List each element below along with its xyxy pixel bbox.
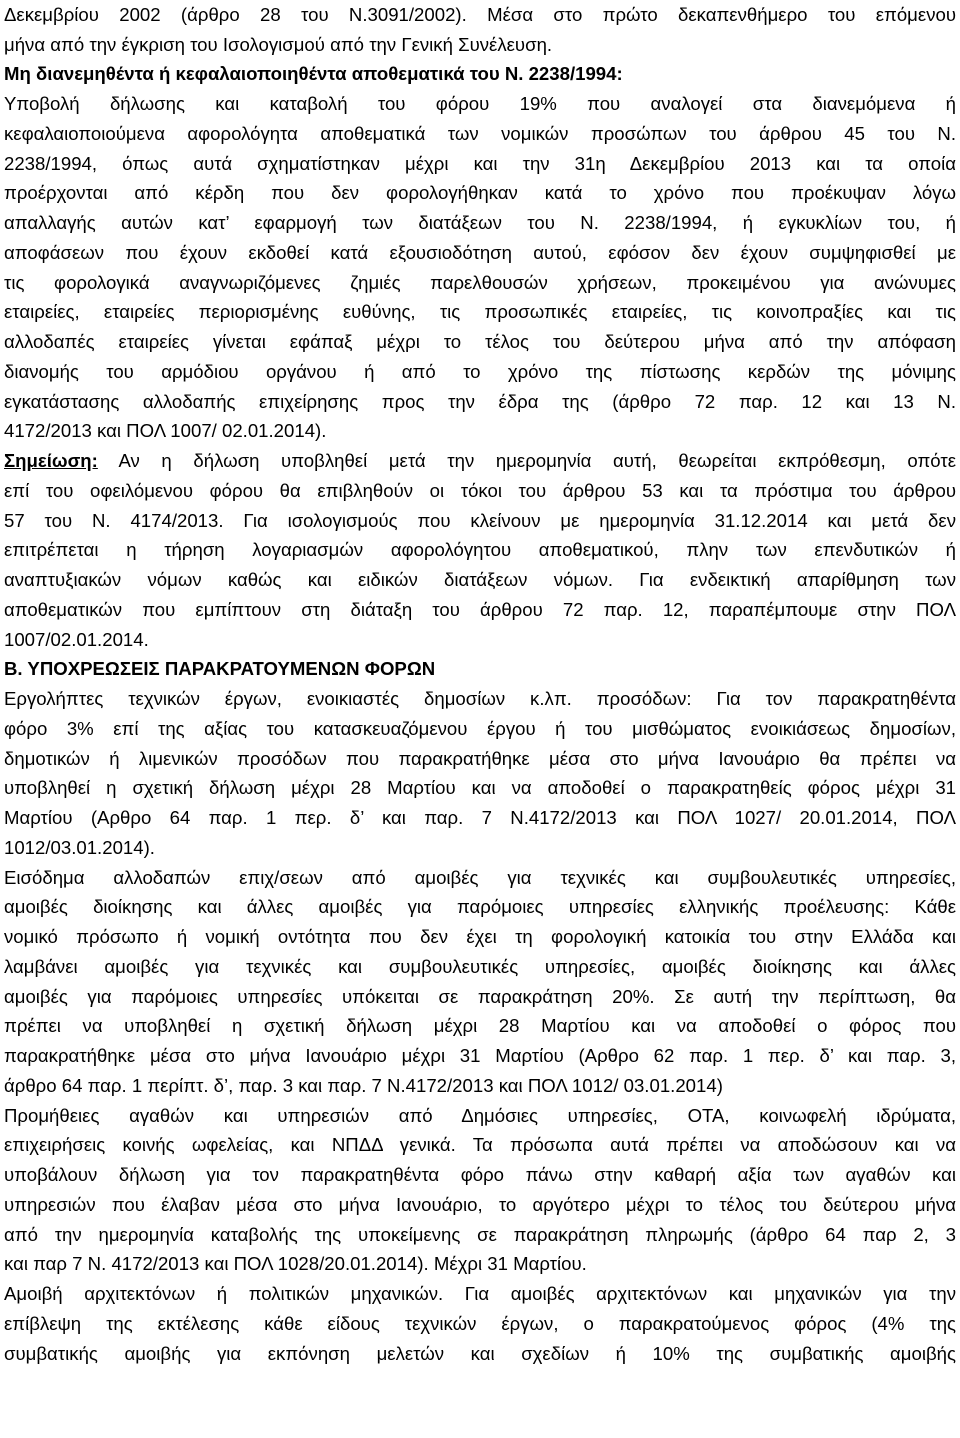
note-label: Σημείωση: — [4, 450, 98, 471]
text-line: συμβατικής αμοιβής για εκπόνηση μελετών και σχεδίων ή 10% της συμβατικής αμοιβής — [4, 1343, 956, 1364]
text-line: αλλοδαπές εταιρείες γίνεται εφάπαξ μέχρι το τέλος του δεύτερου μήνα από την απόφαση — [4, 331, 956, 352]
text-line: τις φορολογικά αναγνωριζόμενες ζημιές παρελθουσών χρήσεων, προκειμένου για ανώνυμες — [4, 272, 956, 293]
text-line: αποφάσεων που έχουν εκδοθεί κατά εξουσιοδότηση αυτού, εφόσον δεν έχουν συμψηφισθεί με — [4, 242, 956, 263]
text-line: Δεκεμβρίου 2002 (άρθρο 28 του Ν.3091/2002). Μέσα στο πρώτο δεκαπενθήμερο του επόμενου — [4, 4, 956, 25]
text-line: από την ημερομηνία καταβολής της υποκείμενης σε παρακράτηση πληρωμής (άρθρο 64 παρ 2, 3 — [4, 1224, 956, 1245]
text-line: υπηρεσιών που έλαβαν μέσα στο μήνα Ιανουάριο, το αργότερο μέχρι το τέλος του δεύτερου μήνα — [4, 1194, 956, 1215]
note-text: Αν η δήλωση υποβληθεί μετά την ημερομηνία αυτή, θεωρείται εκπρόθεσμη, οπότε — [118, 450, 956, 471]
text-line: 4172/2013 και ΠΟΛ 1007/ 02.01.2014). — [4, 420, 327, 441]
text-line: Εισόδημα αλλοδαπών επιχ/σεων από αμοιβές για τεχνικές και συμβουλευτικές υπηρεσίες, — [4, 867, 956, 888]
note-line — [4, 446, 956, 476]
text-line: δημοτικών ή λιμενικών προσόδων που παρακρατήθηκε μέσα στο μήνα Ιανουάριο θα πρέπει να — [4, 748, 956, 769]
text-line: λαμβάνει αμοιβές για τεχνικές και συμβουλευτικές υπηρεσίες, αμοιβές διοίκησης και άλλες — [4, 956, 956, 977]
text-line: φόρο 3% επί της αξίας του κατασκευαζόμενου έργου ή του μισθώματος ενοικιάσεως δημοσίων, — [4, 718, 956, 739]
text-line: Προμήθειες αγαθών και υπηρεσιών από Δημόσιες υπηρεσίες, ΟΤΑ, κοινωφελή ιδρύματα, — [4, 1105, 956, 1126]
text-line: αποθεματικών που εμπίπτουν στη διάταξη του άρθρου 72 παρ. 12, παραπέμπουμε στην ΠΟΛ — [4, 599, 956, 620]
text-line: Μαρτίου (Αρθρο 64 παρ. 1 περ. δ’ και παρ. 7 Ν.4172/2013 και ΠΟΛ 1027/ 20.01.2014, ΠΟΛ — [4, 807, 956, 828]
text-line: παρακρατήθηκε μέσα στο μήνα Ιανουάριο μέχρι 31 Μαρτίου (Αρθρο 62 παρ. 1 περ. δ’ και παρ. 3, — [4, 1045, 956, 1066]
text-line: αμοιβές για παρόμοιες υπηρεσίες υπόκειται σε παρακράτηση 20%. Σε αυτή την περίπτωση, θα — [4, 986, 956, 1007]
text-line: 57 του Ν. 4174/2013. Για ισολογισμούς που κλείνουν με ημερομηνία 31.12.2014 και μετά δεν — [4, 510, 956, 531]
text-line: νομικό πρόσωπο ή νομική οντότητα που δεν έχει τη φορολογική κατοικία του στην Ελλάδα και — [4, 926, 956, 947]
text-line: εταιρείες, εταιρείες περιορισμένης ευθύνης, τις προσωπικές εταιρείες, τις κοινοπραξίες και τις — [4, 301, 956, 322]
text-line: επιχειρήσεις κοινής ωφελείας, και ΝΠΔΔ γενικά. Τα πρόσωπα αυτά πρέπει να αποδώσουν και να — [4, 1134, 956, 1155]
text-line: επιτρέπεται η τήρηση λογαριασμών αφορολόγητου αποθεματικού, πλην των επενδυτικών ή — [4, 539, 956, 560]
text-line: εγκατάστασης αλλοδαπής επιχείρησης προς την έδρα της (άρθρο 72 παρ. 12 και 13 Ν. — [4, 391, 956, 412]
section-heading: Μη διανεμηθέντα ή κεφαλαιοποιηθέντα αποθεματικά του Ν. 2238/1994: — [4, 63, 623, 84]
text-line: κεφαλαιοποιούμενα αφορολόγητα αποθεματικά των νομικών προσώπων του άρθρου 45 του Ν. — [4, 123, 956, 144]
text-line: 2238/1994, όπως αυτά σχηματίστηκαν μέχρι και την 31η Δεκεμβρίου 2013 και τα οποία — [4, 153, 956, 174]
text-line: επί του οφειλόμενου φόρου θα επιβληθούν οι τόκοι του άρθρου 53 και τα πρόστιμα του άρθρου — [4, 480, 956, 501]
text-line: πρέπει να υποβληθεί η σχετική δήλωση μέχρι 28 Μαρτίου και να αποδοθεί ο φόρος που — [4, 1015, 956, 1036]
section-heading: Β. ΥΠΟΧΡΕΩΣΕΙΣ ΠΑΡΑΚΡΑΤΟΥΜΕΝΩΝ ΦΟΡΩΝ — [4, 658, 436, 679]
text-line: επίβλεψη της εκτέλεσης κάθε είδους τεχνικών έργων, ο παρακρατούμενος φόρος (4% της — [4, 1313, 956, 1334]
text-line: αναπτυξιακών νόμων καθώς και ειδικών διατάξεων νόμων. Για ενδεικτική απαρίθμηση των — [4, 569, 956, 590]
text-line: άρθρο 64 παρ. 1 περίπτ. δ’, παρ. 3 και παρ. 7 Ν.4172/2013 και ΠΟΛ 1012/ 03.01.2014) — [4, 1075, 723, 1096]
text-line: αμοιβές διοίκησης και άλλες αμοιβές για παρόμοιες υπηρεσίες ελληνικής προέλευσης: Κάθε — [4, 896, 956, 917]
text-line: Υποβολή δήλωσης και καταβολή του φόρου 19% που αναλογεί στα διανεμόμενα ή — [4, 93, 956, 114]
text-line: απαλλαγής αυτών κατ’ εφαρμογή των διατάξεων του Ν. 2238/1994, ή εγκυκλίων του, ή — [4, 212, 956, 233]
text-line: 1007/02.01.2014. — [4, 629, 149, 650]
text-line: μήνα από την έγκριση του Ισολογισμού από την Γενική Συνέλευση. — [4, 34, 553, 55]
text-line: υποβληθεί η σχετική δήλωση μέχρι 28 Μαρτίου και να αποδοθεί ο παρακρατηθείς φόρος μέχρι 31 — [4, 777, 956, 798]
text-line: προέρχονται από κέρδη που δεν φορολογήθηκαν κατά το χρόνο που προέκυψαν λόγω — [4, 182, 956, 203]
text-line: διανομής του αρμόδιου οργάνου ή από το χρόνο της πίστωσης κερδών της μόνιμης — [4, 361, 956, 382]
text-line: Αμοιβή αρχιτεκτόνων ή πολιτικών μηχανικών. Για αμοιβές αρχιτεκτόνων και μηχανικών για την — [4, 1283, 956, 1304]
text-line: 1012/03.01.2014). — [4, 837, 155, 858]
text-line: και παρ 7 Ν. 4172/2013 και ΠΟΛ 1028/20.01.2014). Μέχρι 31 Μαρτίου. — [4, 1253, 587, 1274]
text-line: Εργολήπτες τεχνικών έργων, ενοικιαστές δημοσίων κ.λπ. προσόδων: Για τον παρακρατηθέντα — [4, 688, 956, 709]
text-line: υποβάλουν δήλωση για τον παρακρατηθέντα φόρο πάνω στην καθαρή αξία των αγαθών και — [4, 1164, 956, 1185]
